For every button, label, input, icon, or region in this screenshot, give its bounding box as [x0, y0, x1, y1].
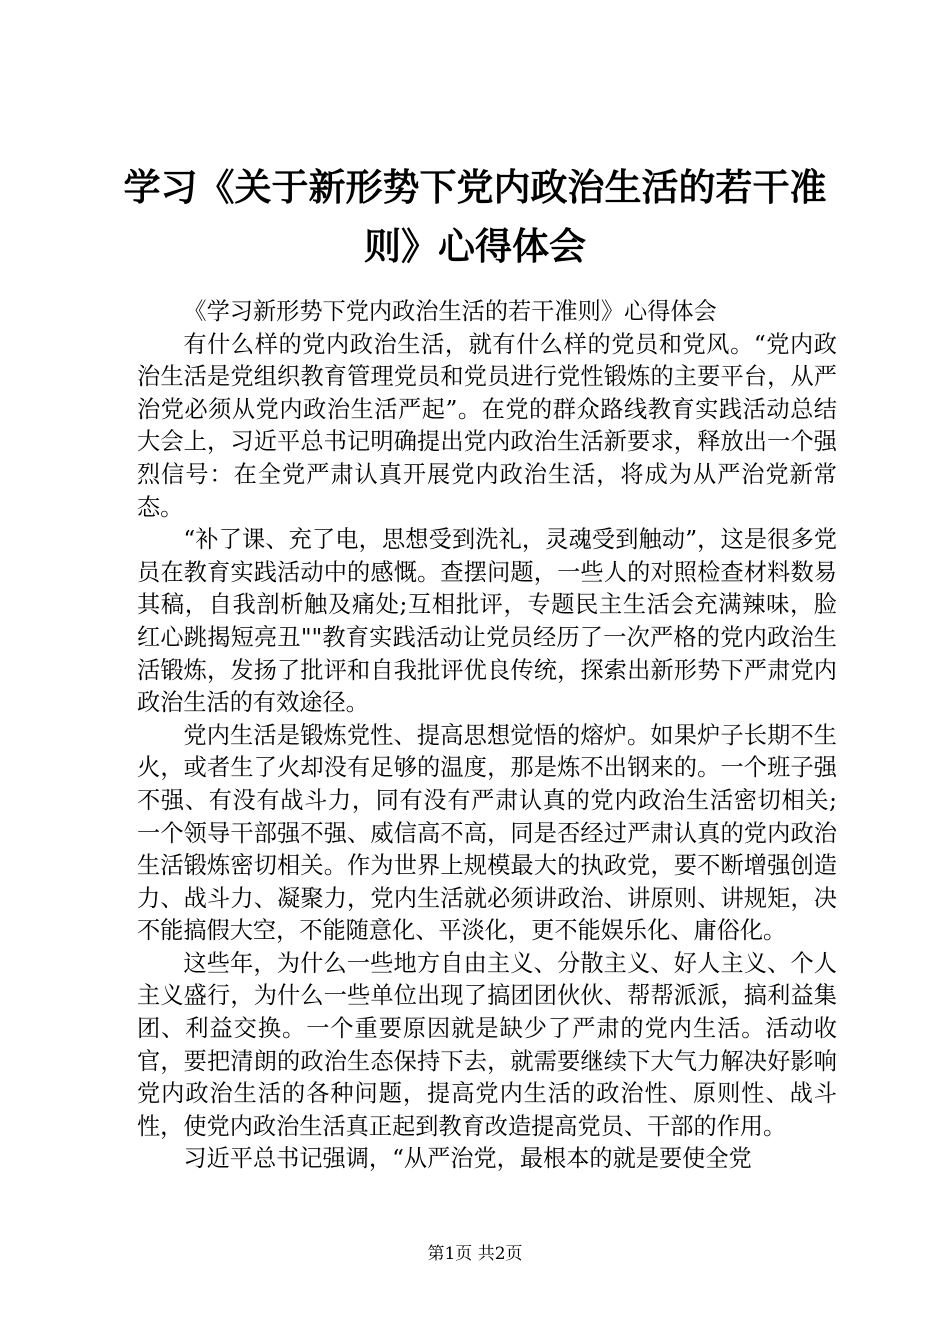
paragraph: 有什么样的党内政治生活，就有什么样的党员和党风。“党内政治生活是党组织教育管理党员和党员进行党性锻炼的主要平台，从严治党必须从党内政治生活严起”。在党的群众路线教育实践活动总结大会上，习近平总书记明确提出党内政治生活新要求，释放出一个强烈信号：在全党严肃认真开展党内政治生活，将成为从严治党新常态。 [137, 330, 837, 521]
title-line-2: 则》心得体会 [364, 225, 586, 268]
title-line-1: 学习《关于新形势下党内政治生活的若干准 [123, 166, 827, 209]
paragraph: 习近平总书记强调，“从严治党，最根本的就是要使全党 [183, 1145, 752, 1173]
paragraph: “补了课、充了电，思想受到洗礼，灵魂受到触动”，这是很多党员在教育实践活动中的感慨。查摆问题，一些人的对照检查材料数易其稿，自我剖析触及痛处;互相批评，专题民主生活会充满辣味，脸红心跳揭短亮丑""教育实践活动让党员经历了一次严格的党内政治生活锻炼，发扬了批评和自我批评优良传统，探索出新形势下严肃党内政治生活的有效途径。 [137, 526, 837, 717]
paragraph: 《学习新形势下党内政治生活的若干准则》心得体会 [183, 298, 717, 325]
document-title [110, 158, 840, 276]
paragraph: 这些年，为什么一些地方自由主义、分散主义、好人主义、个人主义盛行，为什么一些单位出现了搞团团伙伙、帮帮派派，搞利益集团、利益交换。一个重要原因就是缺少了严肃的党内生活。活动收官，要把清朗的政治生态保持下去，就需要继续下大气力解决好影响党内政治生活的各种问题，提高党内生活的政治性、原则性、战斗性，使党内政治生活真正起到教育改造提高党员、干部的作用。 [137, 949, 837, 1140]
page-footer: 第1页 共2页 [427, 1244, 523, 1264]
paragraph: 党内生活是锻炼党性、提高思想觉悟的熔炉。如果炉子长期不生火，或者生了火却没有足够的温度，那是炼不出钢来的。一个班子强不强、有没有战斗力，同有没有严肃认真的党内政治生活密切相关;一个领导干部强不强、威信高不高，同是否经过严肃认真的党内政治生活锻炼密切相关。作为世界上规模最大的执政党，要不断增强创造力、战斗力、凝聚力，党内生活就必须讲政治、讲原则、讲规矩，决不能搞假大空，不能随意化、平淡化，更不能娱乐化、庸俗化。 [137, 721, 837, 945]
document-body [137, 296, 837, 1176]
